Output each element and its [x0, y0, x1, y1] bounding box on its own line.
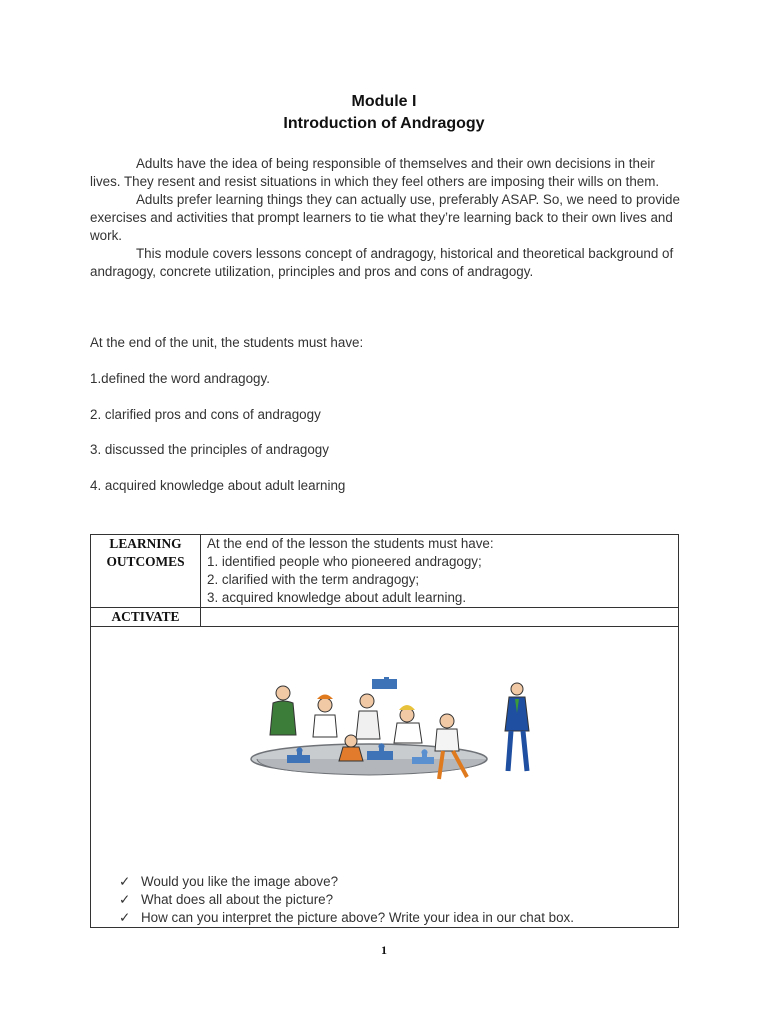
learning-outcomes-list	[201, 535, 679, 608]
question-item: ✓ Would you like the image above?	[119, 874, 339, 889]
checkmark-icon: ✓	[119, 892, 131, 907]
activate-empty-cell	[201, 608, 679, 627]
question-item: ✓ What does all about the picture?	[119, 892, 334, 907]
intro-text	[90, 155, 680, 281]
outcome-item: 1. identified people who pioneered andragogy;	[207, 554, 482, 569]
checkmark-icon: ✓	[119, 874, 131, 889]
objective-item: 2. clarified pros and cons of andragogy	[90, 407, 321, 422]
outcome-item: 3. acquired knowledge about adult learning.	[207, 590, 467, 605]
intro-paragraph-3: This module covers lessons concept of andragogy, historical and theoretical background of andragogy, concrete utilization, principles and pros and cons of andragogy.	[90, 246, 674, 279]
objectives-intro: At the end of the unit, the students must have:	[90, 335, 364, 350]
question-item: ✓ How can you interpret the picture above? Write your idea in our chat box.	[119, 910, 574, 925]
outcome-item: 2. clarified with the term andragogy;	[207, 572, 420, 587]
activate-header: ACTIVATE	[91, 608, 201, 627]
checkmark-icon: ✓	[119, 910, 131, 925]
objective-item: 4. acquired knowledge about adult learning	[90, 478, 346, 493]
page-number: 1	[381, 943, 387, 957]
module-heading: Module I	[351, 93, 417, 110]
learning-outcomes-header: LEARNING OUTCOMES	[91, 535, 201, 608]
outcome-item: At the end of the lesson the students must have:	[207, 536, 494, 551]
activity-cell	[91, 627, 679, 928]
intro-paragraph-2: Adults prefer learning things they can actually use, preferably ASAP. So, we need to provide exercises and activities that prompt learners to tie what they’re learning back to their own lives and work.	[90, 192, 680, 243]
module-title: Introduction of Andragogy	[283, 115, 485, 132]
team-puzzle-illustration	[247, 677, 547, 787]
discussion-questions	[119, 873, 574, 927]
intro-paragraph-1: Adults have the idea of being responsible of themselves and their own decisions in their lives. They resent and resist situations in which they feel others are imposing their wills on them.	[90, 156, 660, 189]
objective-item: 3. discussed the principles of andragogy	[90, 442, 329, 457]
objective-item: 1.defined the word andragogy.	[90, 371, 270, 386]
learning-outcomes-table	[90, 534, 679, 928]
